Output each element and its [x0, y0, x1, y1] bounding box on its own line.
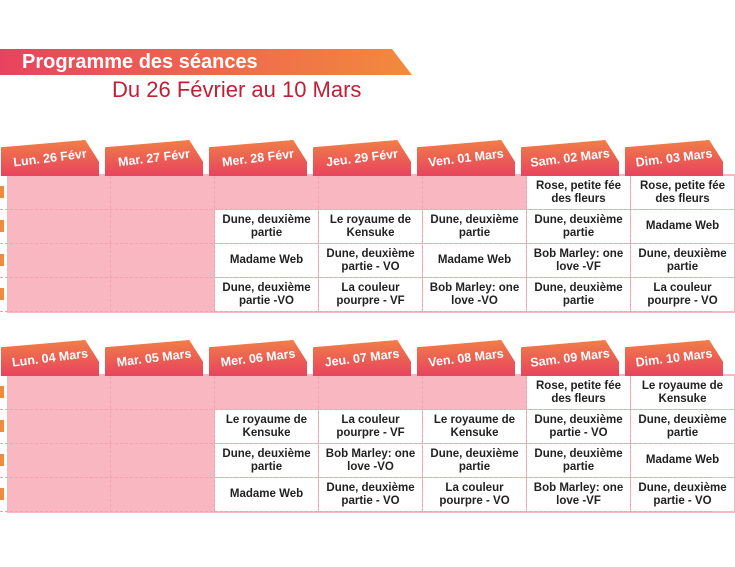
row-edge-marker	[0, 220, 4, 232]
column-divider	[630, 376, 631, 512]
screening-slot: Madame Web	[215, 244, 318, 277]
screening-slot: Dune, deuxième partie - VO	[527, 410, 630, 443]
column-divider	[526, 376, 527, 512]
screening-slot: Le royaume de Kensuke	[631, 376, 734, 409]
week-2	[0, 340, 727, 520]
screening-slot: La couleur pourpre - VO	[631, 278, 734, 311]
screening-slot: Bob Marley: one love -VO	[423, 278, 526, 311]
row-edge-marker	[0, 386, 4, 398]
screening-slot: Dune, deuxième partie	[423, 210, 526, 243]
screening-slot: Dune, deuxième partie	[215, 444, 318, 477]
day-label: Lun. 26 Févr	[12, 146, 88, 170]
screening-slot: Dune, deuxième partie	[631, 244, 734, 277]
screening-slot: Dune, deuxième partie	[527, 210, 630, 243]
column-divider	[318, 376, 319, 512]
screening-slot: Madame Web	[215, 478, 318, 511]
day-label: Mer. 28 Févr	[221, 146, 295, 170]
row-divider	[0, 277, 712, 278]
row-edge-marker	[0, 186, 4, 198]
row-divider	[0, 311, 712, 312]
screening-slot: Le royaume de Kensuke	[215, 410, 318, 443]
row-divider	[0, 443, 712, 444]
day-label: Ven. 01 Mars	[427, 146, 505, 170]
screening-slot: Bob Marley: one love -VF	[527, 478, 630, 511]
screening-slot: Rose, petite fée des fleurs	[631, 176, 734, 209]
day-label: Sam. 02 Mars	[529, 146, 611, 170]
screening-slot: La couleur pourpre - VO	[423, 478, 526, 511]
row-edge-marker	[0, 420, 4, 432]
screening-slot: Dune, deuxième partie	[631, 410, 734, 443]
day-label: Mar. 05 Mars	[115, 346, 193, 370]
row-edge-marker	[0, 454, 4, 466]
screening-slot: La couleur pourpre - VF	[319, 410, 422, 443]
row-edge-marker	[0, 254, 4, 266]
column-divider	[110, 176, 111, 312]
screening-slot: Rose, petite fée des fleurs	[527, 376, 630, 409]
page-title: Programme des séances	[22, 51, 258, 73]
day-label: Mar. 27 Févr	[117, 146, 191, 170]
screening-slot: Madame Web	[631, 444, 734, 477]
row-divider	[0, 511, 712, 512]
screening-slot: Dune, deuxième partie	[215, 210, 318, 243]
row-edge-marker	[0, 288, 4, 300]
screening-slot: Rose, petite fée des fleurs	[527, 176, 630, 209]
column-divider	[630, 176, 631, 312]
day-label: Ven. 08 Mars	[427, 346, 505, 370]
screening-slot: Dune, deuxième partie	[527, 278, 630, 311]
column-divider	[110, 376, 111, 512]
column-divider	[422, 176, 423, 312]
day-label: Sam. 09 Mars	[529, 346, 611, 370]
day-label: Dim. 10 Mars	[634, 346, 714, 370]
screening-slot: Dune, deuxième partie	[423, 444, 526, 477]
row-divider	[0, 409, 712, 410]
screening-slot: Dune, deuxième partie -VO	[215, 278, 318, 311]
date-range-subtitle: Du 26 Février au 10 Mars	[112, 77, 362, 102]
day-label: Dim. 03 Mars	[634, 146, 714, 170]
row-divider	[0, 209, 712, 210]
screening-slot: La couleur pourpre - VF	[319, 278, 422, 311]
column-divider	[214, 176, 215, 312]
screening-slot: Bob Marley: one love -VF	[527, 244, 630, 277]
screening-slot: Dune, deuxième partie - VO	[319, 244, 422, 277]
row-edge-marker	[0, 488, 4, 500]
week-1	[0, 140, 727, 320]
day-label: Mer. 06 Mars	[219, 346, 297, 370]
screening-slot: Bob Marley: one love -VO	[319, 444, 422, 477]
day-label: Jeu. 07 Mars	[323, 346, 401, 370]
screening-slot: Le royaume de Kensuke	[423, 410, 526, 443]
row-divider	[0, 243, 712, 244]
column-divider	[318, 176, 319, 312]
screening-slot: Madame Web	[631, 210, 734, 243]
screening-slot: Le royaume de Kensuke	[319, 210, 422, 243]
screening-slot: Dune, deuxième partie - VO	[319, 478, 422, 511]
row-divider	[0, 477, 712, 478]
day-label: Lun. 04 Mars	[11, 346, 89, 370]
column-divider	[422, 376, 423, 512]
screening-slot: Dune, deuxième partie	[527, 444, 630, 477]
screening-slot: Madame Web	[423, 244, 526, 277]
column-divider	[214, 376, 215, 512]
column-divider	[526, 176, 527, 312]
screening-slot: Dune, deuxième partie - VO	[631, 478, 734, 511]
day-label: Jeu. 29 Févr	[325, 146, 399, 170]
